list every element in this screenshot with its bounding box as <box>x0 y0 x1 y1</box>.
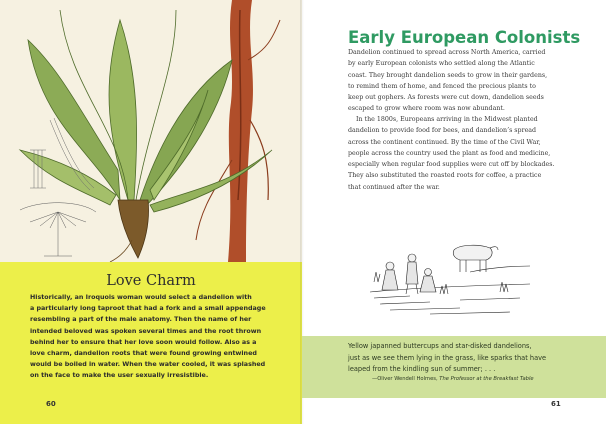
paragraph-line: by early European colonists who settled along the Atlantic <box>348 60 535 68</box>
sidebar-line: on the face to make the user sexually irresistible. <box>30 372 209 380</box>
quote-line: just as we see them lying in the grass, like sparks that have <box>348 353 547 362</box>
quote-attribution <box>372 376 602 382</box>
paragraph-line: In the 1800s, Europeans arriving in the Midwest planted <box>356 116 538 123</box>
dandelion-botanical-illustration <box>0 0 302 262</box>
paragraph-line: dandelion to provide food for bees, and dandelion’s spread <box>348 127 537 135</box>
paragraph-line: Dandelion continued to spread across North America, carried <box>348 49 546 56</box>
sidebar-line: resembling a part of the male anatomy. Then the name of her <box>30 316 252 324</box>
sidebar-line: intended beloved was spoken several times and the root thrown <box>30 327 262 335</box>
sidebar-line: behind her to ensure that her love soon would follow. Also as a <box>30 338 257 346</box>
sidebar-title: Love Charm <box>106 273 196 289</box>
paragraph-line: They also substituted the roasted roots for coffee, a practice <box>348 172 542 180</box>
paragraph-line: to remind them of home, and fenced the precious plants to <box>348 82 536 90</box>
paragraph-line: across the continent continued. By the time of the Civil War, <box>348 138 541 146</box>
sidebar-line: a particularly long taproot that had a fork and a small appendage <box>30 305 266 313</box>
paragraph-line: keep out gophers. As forests were cut down, dandelion seeds <box>348 94 544 101</box>
children-cow-engraving <box>370 222 530 318</box>
paragraph-line: coast. They brought dandelion seeds to grow in their gardens, <box>348 71 548 79</box>
sidebar-body <box>30 292 284 382</box>
quote-text <box>348 341 594 376</box>
paragraph-line: that continued after the war. <box>348 183 440 191</box>
sidebar-line: would be boiled in water. When the water cooled, it was splashed <box>30 361 266 369</box>
section-heading: Early European Colonists <box>348 28 581 47</box>
quote-author: —Oliver Wendell Holmes, <box>372 376 440 382</box>
paragraph-line: especially when regular food supplies were cut off by blockades. <box>348 161 555 168</box>
sidebar-line: love charm, dandelion roots that were found growing entwined <box>30 350 257 358</box>
quote-book-title: The Professor at the Breakfast Table <box>439 376 534 382</box>
page-number-right: 61 <box>551 400 561 408</box>
paragraph-line: people across the country used the plant as food and medicine, <box>348 149 551 157</box>
paragraph-2 <box>348 114 584 193</box>
paragraph-line: escaped to grow where room was now abundant. <box>348 105 505 113</box>
page-number-left: 60 <box>46 400 56 408</box>
quote-line: Yellow japanned buttercups and star-disked dandelions, <box>348 342 532 350</box>
quote-line: leaped from the kindling sun of summer; . . . <box>348 365 496 373</box>
paragraph-1 <box>348 47 584 115</box>
sidebar-line: Historically, an Iroquois woman would select a dandelion with <box>30 294 252 301</box>
